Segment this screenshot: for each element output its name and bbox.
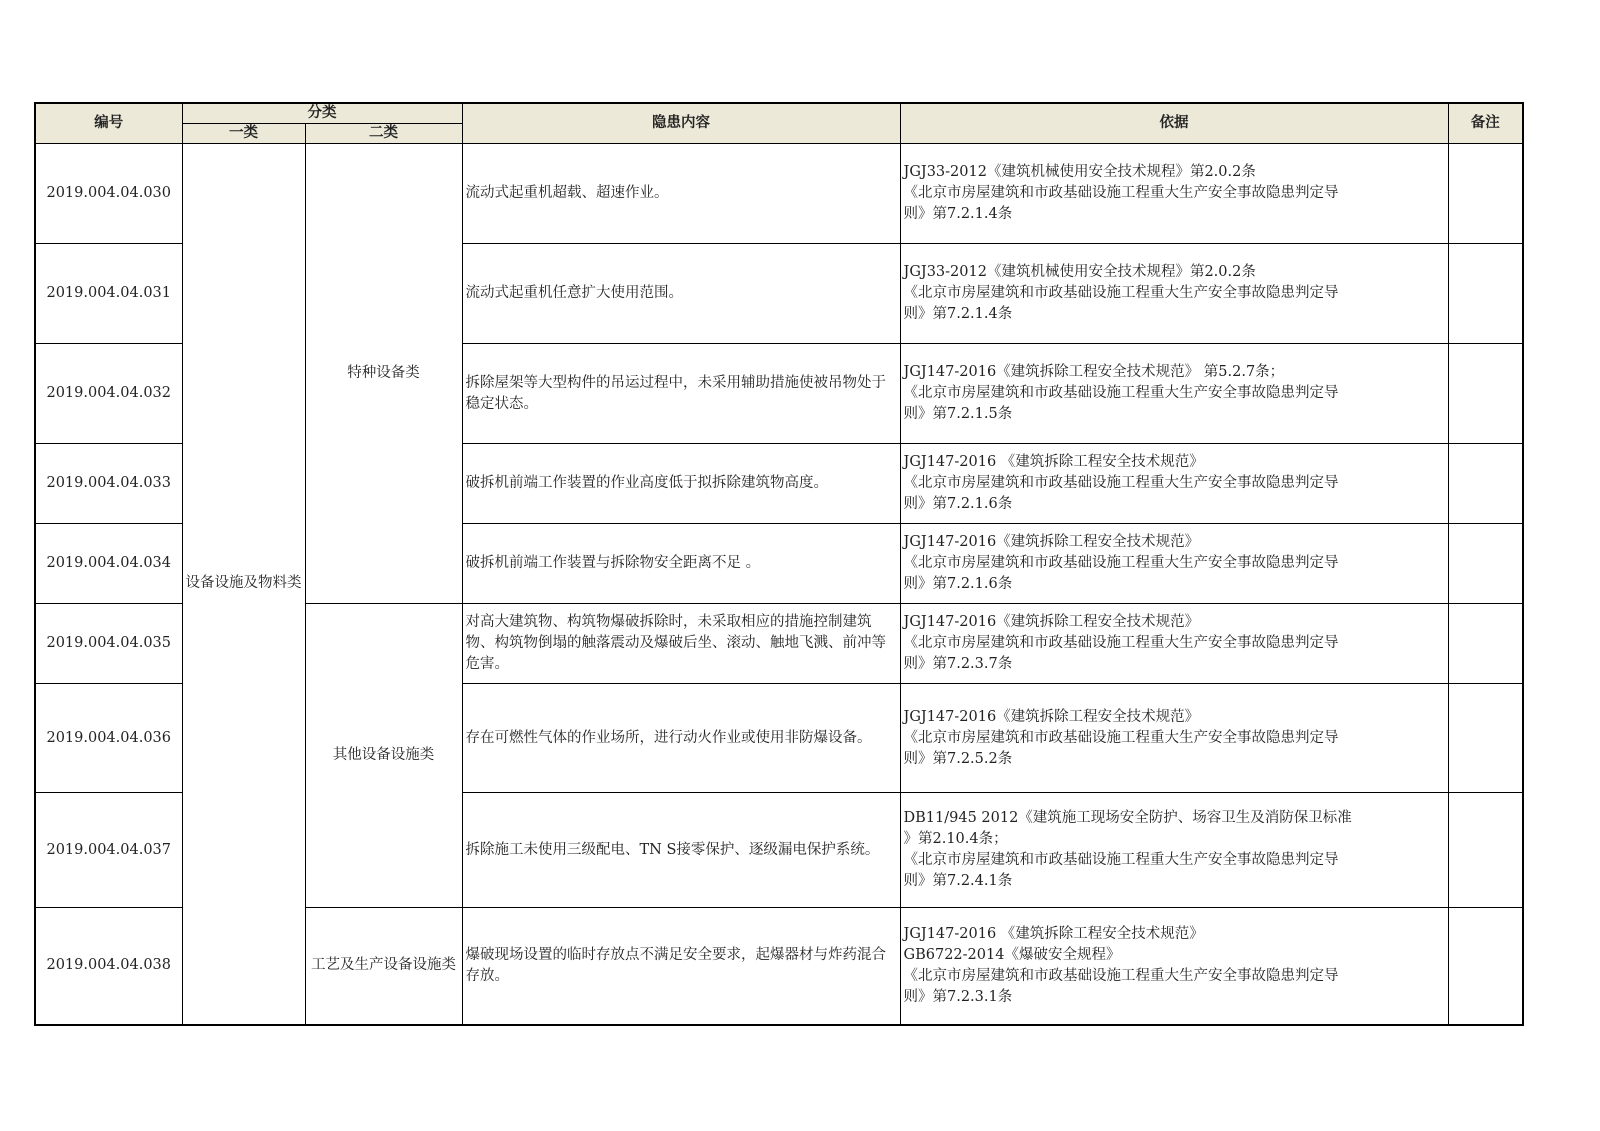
row-code: 2019.004.04.038 <box>35 908 182 1025</box>
basis-line: 《北京市房屋建筑和市政基础设施工程重大生产安全事故隐患判定导 <box>903 635 1339 651</box>
basis-line: 则》第7.2.1.5条 <box>903 406 1013 422</box>
level1-category: 设备设施及物料类 <box>182 144 305 1025</box>
header-code: 编号 <box>35 103 182 144</box>
basis-line: JGJ147-2016 《建筑拆除工程安全技术规范》 <box>903 454 1204 470</box>
basis-line: 》第2.10.4条； <box>903 831 1008 847</box>
row-basis <box>900 244 1448 344</box>
basis-line: 则》第7.2.1.4条 <box>903 306 1013 322</box>
row-remark <box>1448 684 1523 793</box>
row-code: 2019.004.04.034 <box>35 524 182 604</box>
row-remark <box>1448 444 1523 524</box>
basis-line: 《北京市房屋建筑和市政基础设施工程重大生产安全事故隐患判定导 <box>903 475 1339 491</box>
hazard-table <box>34 102 1524 1026</box>
row-basis <box>900 144 1448 244</box>
row-code: 2019.004.04.036 <box>35 684 182 793</box>
row-basis <box>900 524 1448 604</box>
row-code: 2019.004.04.032 <box>35 344 182 444</box>
row-content: 流动式起重机任意扩大使用范围。 <box>462 244 900 344</box>
row-remark <box>1448 344 1523 444</box>
row-remark <box>1448 524 1523 604</box>
row-basis <box>900 444 1448 524</box>
row-remark <box>1448 793 1523 908</box>
basis-line: 《北京市房屋建筑和市政基础设施工程重大生产安全事故隐患判定导 <box>903 852 1339 868</box>
row-content: 流动式起重机超载、超速作业。 <box>462 144 900 244</box>
row-code: 2019.004.04.030 <box>35 144 182 244</box>
row-content: 拆除屋架等大型构件的吊运过程中，未采用辅助措施使被吊物处于稳定状态。 <box>462 344 900 444</box>
basis-line: JGJ147-2016 《建筑拆除工程安全技术规范》 <box>903 925 1204 942</box>
basis-line: 则》第7.2.3.1条 <box>903 988 1013 1005</box>
row-remark <box>1448 244 1523 344</box>
header-basis: 依据 <box>900 103 1448 144</box>
row-content: 破拆机前端工作装置与拆除物安全距离不足 。 <box>462 524 900 604</box>
basis-line: 则》第7.2.1.6条 <box>903 496 1013 512</box>
header-remark: 备注 <box>1448 103 1523 144</box>
basis-line: JGJ147-2016《建筑拆除工程安全技术规范》 <box>903 708 1200 725</box>
level2-other: 其他设备设施类 <box>305 604 462 908</box>
row-content: 存在可燃性气体的作业场所，进行动火作业或使用非防爆设备。 <box>462 684 900 793</box>
row-content: 拆除施工未使用三级配电、TN S接零保护、逐级漏电保护系统。 <box>462 793 900 908</box>
basis-line: 《北京市房屋建筑和市政基础设施工程重大生产安全事故隐患判定导 <box>903 729 1339 746</box>
row-basis <box>900 344 1448 444</box>
basis-line: JGJ33-2012《建筑机械使用安全技术规程》第2.0.2条 <box>903 164 1256 180</box>
basis-line: 则》第7.2.1.4条 <box>903 206 1013 222</box>
basis-line: 则》第7.2.3.7条 <box>903 656 1013 672</box>
basis-line: JGJ147-2016《建筑拆除工程安全技术规范》 第5.2.7条； <box>903 364 1285 380</box>
row-code: 2019.004.04.031 <box>35 244 182 344</box>
row-content: 对高大建筑物、构筑物爆破拆除时，未采取相应的措施控制建筑物、构筑物倒塌的触落震动及爆破后坐、滚动、触地飞溅、前冲等危害。 <box>462 604 900 684</box>
table-row <box>35 144 1523 244</box>
row-remark <box>1448 908 1523 1025</box>
header-category: 分类 <box>182 103 462 124</box>
basis-line: 《北京市房屋建筑和市政基础设施工程重大生产安全事故隐患判定导 <box>903 967 1339 984</box>
row-code: 2019.004.04.033 <box>35 444 182 524</box>
basis-line: 《北京市房屋建筑和市政基础设施工程重大生产安全事故隐患判定导 <box>903 185 1339 201</box>
basis-line: DB11/945 2012《建筑施工现场安全防护、场容卫生及消防保卫标准 <box>903 810 1352 826</box>
row-code: 2019.004.04.037 <box>35 793 182 908</box>
basis-line: 《北京市房屋建筑和市政基础设施工程重大生产安全事故隐患判定导 <box>903 385 1339 401</box>
row-basis <box>900 604 1448 684</box>
level2-process: 工艺及生产设备设施类 <box>305 908 462 1025</box>
row-content: 破拆机前端工作装置的作业高度低于拟拆除建筑物高度。 <box>462 444 900 524</box>
basis-line: 则》第7.2.4.1条 <box>903 873 1013 889</box>
row-code: 2019.004.04.035 <box>35 604 182 684</box>
basis-line: 则》第7.2.1.6条 <box>903 576 1013 592</box>
row-content: 爆破现场设置的临时存放点不满足安全要求，起爆器材与炸药混合存放。 <box>462 908 900 1025</box>
basis-line: JGJ147-2016《建筑拆除工程安全技术规范》 <box>903 534 1200 550</box>
basis-line: GB6722-2014《爆破安全规程》 <box>903 946 1121 963</box>
row-basis <box>900 908 1448 1025</box>
basis-line: JGJ33-2012《建筑机械使用安全技术规程》第2.0.2条 <box>903 264 1256 280</box>
header-content: 隐患内容 <box>462 103 900 144</box>
row-remark <box>1448 144 1523 244</box>
row-basis <box>900 684 1448 793</box>
basis-line: 《北京市房屋建筑和市政基础设施工程重大生产安全事故隐患判定导 <box>903 555 1339 571</box>
row-basis <box>900 793 1448 908</box>
level2-special: 特种设备类 <box>305 144 462 604</box>
basis-line: 《北京市房屋建筑和市政基础设施工程重大生产安全事故隐患判定导 <box>903 285 1339 301</box>
header-cat2: 二类 <box>305 124 462 144</box>
header-cat1: 一类 <box>182 124 305 144</box>
basis-line: 则》第7.2.5.2条 <box>903 750 1013 767</box>
basis-line: JGJ147-2016《建筑拆除工程安全技术规范》 <box>903 614 1200 630</box>
row-remark <box>1448 604 1523 684</box>
